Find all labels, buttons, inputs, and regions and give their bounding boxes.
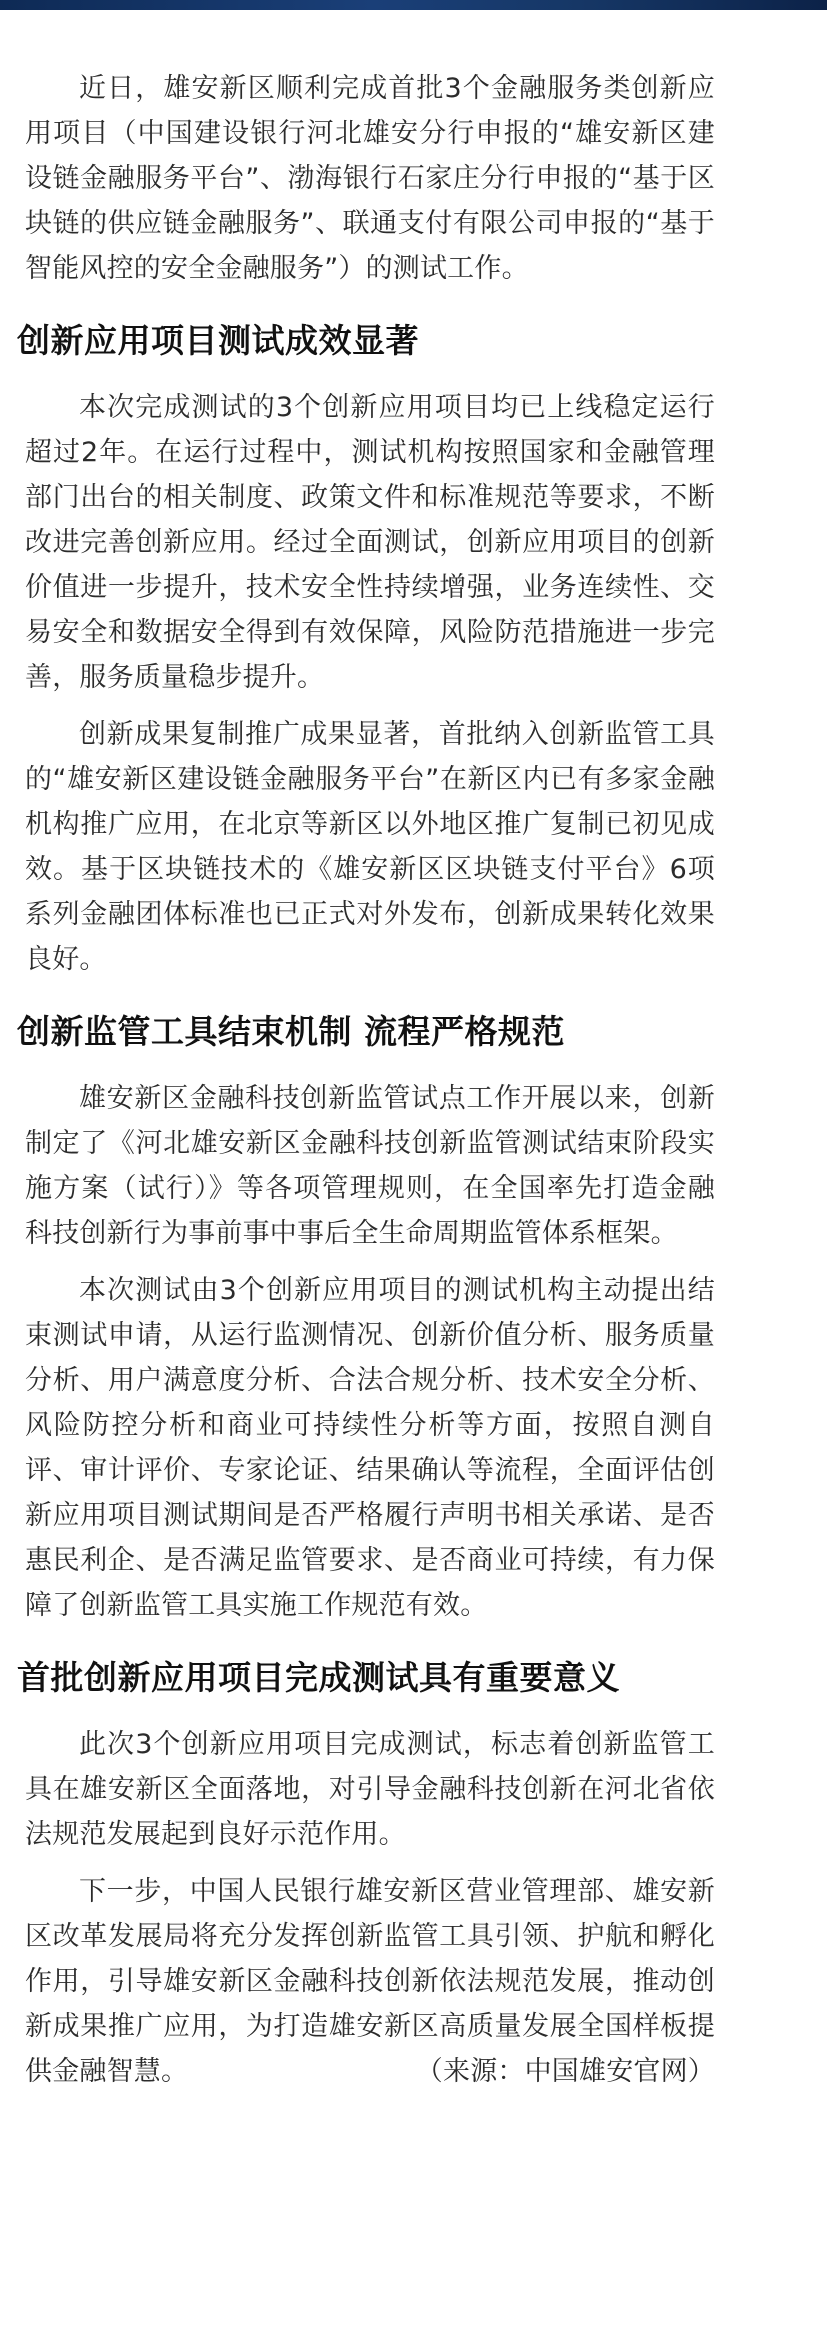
section-heading-significance: 首批创新应用项目完成测试具有重要意义: [17, 1658, 620, 1697]
source-attribution: （来源：中国雄安官网）: [415, 2056, 715, 2087]
paragraph: 本次完成测试的3个创新应用项目均已上线稳定运行超过2年。在运行过程中，测试机构按照国家和金融管理部门出台的相关制度、政策文件和标准规范等要求，不断改进完善创新应用。经过全面测试，创新应用项目的创新价值进一步提升，技术安全性持续增强，业务连续性、交易安全和数据安全得到有效保障，风险防范措施进一步完善，服务质量稳步提升。: [25, 392, 715, 693]
paragraph: 本次测试由3个创新应用项目的测试机构主动提出结束测试申请，从运行监测情况、创新价值分析、服务质量分析、用户满意度分析、合法合规分析、技术安全分析、风险防控分析和商业可持续性分析等方面，按照自测自评、审计评价、专家论证、结果确认等流程，全面评估创新应用项目测试期间是否严格履行声明书相关承诺、是否惠民利企、是否满足监管要求、是否商业可持续，有力保障了创新监管工具实施工作规范有效。: [25, 1275, 715, 1621]
top-banner-bar: [0, 0, 827, 10]
article-body: [17, 66, 715, 2094]
paragraph: 雄安新区金融科技创新监管试点工作开展以来，创新制定了《河北雄安新区金融科技创新监管测试结束阶段实施方案（试行）》等各项管理规则，在全国率先打造金融科技创新行为事前事中事后全生命周期监管体系框架。: [25, 1083, 715, 1249]
intro-paragraph: 近日，雄安新区顺利完成首批3个金融服务类创新应用项目（中国建设银行河北雄安分行申报的“雄安新区建设链金融服务平台”、渤海银行石家庄分行申报的“基于区块链的供应链金融服务”、联通支付有限公司申报的“基于智能风控的安全金融服务”）的测试工作。: [25, 73, 715, 284]
paragraph: 此次3个创新应用项目完成测试，标志着创新监管工具在雄安新区全面落地，对引导金融科技创新在河北省依法规范发展起到良好示范作用。: [25, 1729, 715, 1850]
paragraph-with-source: [25, 1869, 715, 2094]
section-heading-testing-results: 创新应用项目测试成效显著: [17, 321, 419, 360]
paragraph-text: 下一步，中国人民银行雄安新区营业管理部、雄安新区改革发展局将充分发挥创新监管工具引领、护航和孵化作用，引导雄安新区金融科技创新依法规范发展，推动创新成果推广应用，为打造雄安新区高质量发展全国样板提供金融智慧。: [25, 1876, 715, 2087]
paragraph: 创新成果复制推广成果显著，首批纳入创新监管工具的“雄安新区建设链金融服务平台”在新区内已有多家金融机构推广应用，在北京等新区以外地区推广复制已初见成效。基于区块链技术的《雄安新区区块链支付平台》6项系列金融团体标准也已正式对外发布，创新成果转化效果良好。: [25, 719, 715, 975]
section-heading-exit-mechanism: 创新监管工具结束机制 流程严格规范: [17, 1012, 565, 1051]
